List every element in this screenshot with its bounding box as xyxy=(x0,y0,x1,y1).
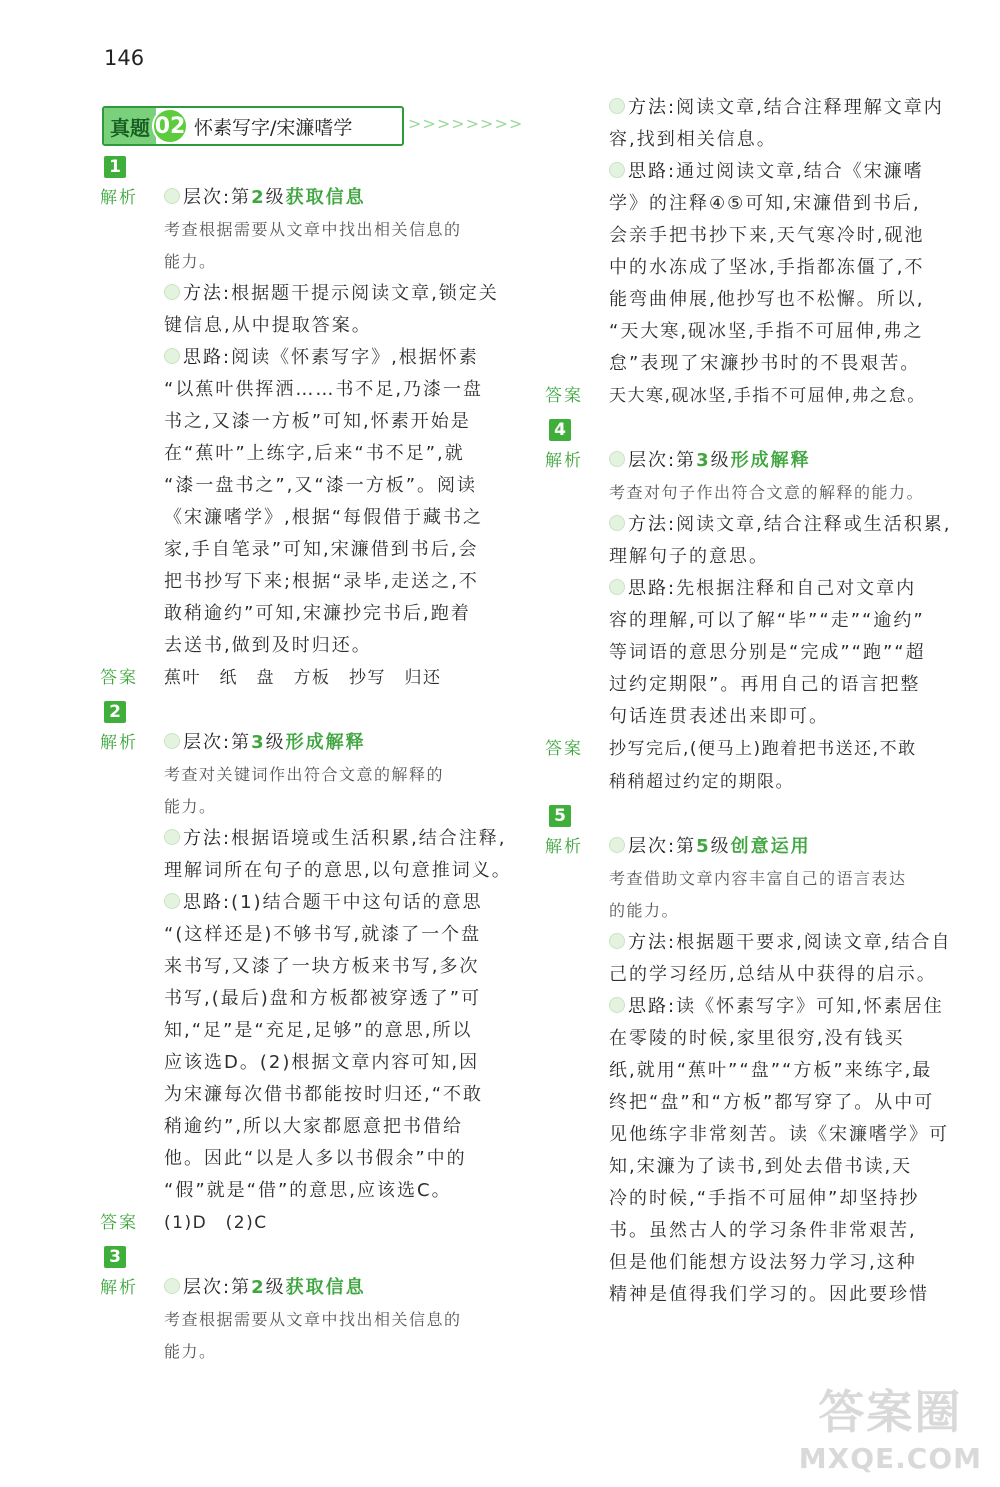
q2-idea-6: 应该选D。(2)根据文章内容可知,因 xyxy=(164,1052,480,1073)
answer-label: 答案 xyxy=(545,739,583,759)
bullet-icon xyxy=(164,893,180,909)
q1-idea-8: 把书抄写下来;根据“录毕,走送之,不 xyxy=(164,571,479,592)
q2-idea-9: 他。因此“以是人多以书假余”中的 xyxy=(164,1148,467,1169)
q3-idea-1: 思路:通过阅读文章,结合《宋濂嗜 xyxy=(609,156,965,188)
q4-answer-text-2: 稍稍超过约定的期限。 xyxy=(609,772,794,792)
q1-idea-9: 敢稍逾约”可知,宋濂抄完书后,跑着 xyxy=(164,603,471,624)
q2-level-line: 层次:第3级形成解释 xyxy=(164,727,520,759)
q2-idea-8: 稍逾约”,所以大家都愿意把书借给 xyxy=(164,1116,464,1137)
q1-answer xyxy=(100,662,520,695)
q4-level-line: 层次:第3级形成解释 xyxy=(609,445,965,477)
q2-answer-text: (1)D (2)C xyxy=(164,1213,268,1233)
header-tag: 真题 xyxy=(104,108,156,144)
q1-desc-2: 能力。 xyxy=(164,252,217,271)
q1-idea-3: 书之,又漆一方板”可知,怀素开始是 xyxy=(164,411,471,432)
q3-idea-4: 中的水冻成了坚冰,手指都冻僵了,不 xyxy=(609,257,925,278)
bullet-icon xyxy=(164,188,180,204)
analysis-label: 解析 xyxy=(100,733,138,753)
q5-desc-2: 的能力。 xyxy=(609,901,680,920)
q1-method-2: 键信息,从中提取答案。 xyxy=(164,315,372,336)
q5-level-line: 层次:第5级创意运用 xyxy=(609,831,965,863)
q2-idea-10: “假”就是“借”的意思,应该选C。 xyxy=(164,1180,452,1201)
q2-desc-2: 能力。 xyxy=(164,797,217,816)
q5-idea-9: 但是他们能想方设法努力学习,这种 xyxy=(609,1252,917,1273)
q3-method-1: 方法:阅读文章,结合注释理解文章内 xyxy=(609,92,965,124)
q3-answer-text: 天大寒,砚冰坚,手指不可屈伸,弗之怠。 xyxy=(609,386,926,406)
bullet-icon xyxy=(609,933,625,949)
q4-idea-4: 过约定期限”。再用自己的语言把整 xyxy=(609,674,921,695)
q1-idea-4: 在“蕉叶”上练字,后来“书不足”,就 xyxy=(164,443,465,464)
q4-desc-1: 考查对句子作出符合文意的解释的能力。 xyxy=(609,483,925,502)
q2-idea-5: 知,“足”是“充足,足够”的意思,所以 xyxy=(164,1020,473,1041)
q3-idea-5: 能弯曲伸展,他抄写也不松懈。所以, xyxy=(609,289,925,310)
q3-idea-7: 怠”表现了宋濂抄书时的不畏艰苦。 xyxy=(609,353,921,374)
q4-analysis xyxy=(545,445,965,733)
question-number-1: 1 xyxy=(104,156,126,178)
analysis-label: 解析 xyxy=(100,188,138,208)
header-title: 怀素写字/宋濂嗜学 xyxy=(194,116,353,139)
q2-idea-4: 书写,(最后)盘和方板都被穿透了”可 xyxy=(164,988,482,1009)
q1-desc-1: 考查根据需要从文章中找出相关信息的 xyxy=(164,220,462,239)
q4-idea-1: 思路:先根据注释和自己对文章内 xyxy=(609,573,965,605)
question-number-5: 5 xyxy=(549,805,571,827)
q3-desc-1: 考查根据需要从文章中找出相关信息的 xyxy=(164,1310,462,1329)
bullet-icon xyxy=(164,348,180,364)
q2-idea-1: 思路:(1)结合题干中这句话的意思 xyxy=(164,887,520,919)
q1-idea-10: 去送书,做到及时归还。 xyxy=(164,635,372,656)
bullet-icon xyxy=(609,837,625,853)
q2-answer xyxy=(100,1207,520,1240)
bullet-icon xyxy=(609,579,625,595)
q1-idea-7: 家,手自笔录”可知,宋濂借到书后,会 xyxy=(164,539,479,560)
q2-analysis xyxy=(100,727,520,1207)
bullet-icon xyxy=(609,997,625,1013)
q2-method-1: 方法:根据语境或生活积累,结合注释, xyxy=(164,823,520,855)
q3-idea-2: 学》的注释④⑤可知,宋濂借到书后, xyxy=(609,193,921,214)
answer-label: 答案 xyxy=(100,1213,138,1233)
q1-idea-6: 《宋濂嗜学》,根据“每假借于藏书之 xyxy=(164,507,484,528)
q3-analysis-cont xyxy=(545,92,965,380)
q5-idea-7: 冷的时候,“手指不可屈伸”却坚持抄 xyxy=(609,1188,920,1209)
bullet-icon xyxy=(164,1278,180,1294)
q3-idea-6: “天大寒,砚冰坚,手指不可屈伸,弗之 xyxy=(609,321,924,342)
q5-idea-5: 见他练字非常刻苦。读《宋濂嗜学》可 xyxy=(609,1124,949,1145)
right-column xyxy=(545,92,965,1311)
header-number-badge: 02 xyxy=(152,108,188,144)
answer-label: 答案 xyxy=(545,386,583,406)
q1-answer-text: 蕉叶 纸 盘 方板 抄写 归还 xyxy=(164,668,442,688)
q5-idea-8: 书。虽然古人的学习条件非常艰苦, xyxy=(609,1220,917,1241)
q3-desc-2: 能力。 xyxy=(164,1342,217,1361)
q5-idea-4: 终把“盘”和“方板”都写穿了。从中可 xyxy=(609,1092,935,1113)
header-arrows-decoration: >>>>>>>> xyxy=(408,114,524,133)
q3-idea-3: 会亲手把书抄下来,天气寒冷时,砚池 xyxy=(609,225,925,246)
q4-idea-3: 等词语的意思分别是“完成”“跑”“超 xyxy=(609,642,926,663)
answer-label: 答案 xyxy=(100,668,138,688)
section-header xyxy=(102,106,404,146)
q5-idea-3: 纸,就用“蕉叶”“盘”“方板”来练字,最 xyxy=(609,1060,933,1081)
watermark-url: MXQE.COM xyxy=(798,1442,982,1475)
q4-idea-5: 句话连贯表述出来即可。 xyxy=(609,706,829,727)
analysis-label: 解析 xyxy=(545,837,583,857)
q1-idea-2: “以蕉叶供挥洒……书不足,乃漆一盘 xyxy=(164,379,484,400)
q2-desc-1: 考查对关键词作出符合文意的解释的 xyxy=(164,765,445,784)
q5-desc-1: 考查借助文章内容丰富自己的语言表达 xyxy=(609,869,907,888)
question-number-4: 4 xyxy=(549,419,571,441)
watermark xyxy=(799,1376,982,1475)
analysis-label: 解析 xyxy=(100,1278,138,1298)
q3-analysis xyxy=(100,1272,520,1368)
q1-method-1: 方法:根据题干提示阅读文章,锁定关 xyxy=(164,278,520,310)
q4-idea-2: 容的理解,可以了解“毕”“走”“逾约” xyxy=(609,610,925,631)
question-number-3: 3 xyxy=(104,1246,126,1268)
watermark-logo-text: 答案圈 xyxy=(818,1385,963,1439)
q2-idea-2: “(这样还是)不够书写,就漆了一个盘 xyxy=(164,924,482,945)
page-number: 146 xyxy=(104,46,145,70)
bullet-icon xyxy=(609,515,625,531)
bullet-icon xyxy=(609,451,625,467)
q3-method-2: 容,找到相关信息。 xyxy=(609,129,777,150)
q3-level-line: 层次:第2级获取信息 xyxy=(164,1272,520,1304)
q4-method-2: 理解句子的意思。 xyxy=(609,546,769,567)
bullet-icon xyxy=(164,733,180,749)
q2-idea-7: 为宋濂每次借书都能按时归还,“不敢 xyxy=(164,1084,484,1105)
q5-analysis xyxy=(545,831,965,1311)
q4-answer xyxy=(545,733,965,799)
q1-idea-1: 思路:阅读《怀素写字》,根据怀素 xyxy=(164,342,520,374)
bullet-icon xyxy=(164,284,180,300)
q4-method-1: 方法:阅读文章,结合注释或生活积累, xyxy=(609,509,965,541)
q3-answer xyxy=(545,380,965,413)
q1-idea-5: “漆一盘书之”,又“漆一方板”。阅读 xyxy=(164,475,478,496)
q5-idea-10: 精神是值得我们学习的。因此要珍惜 xyxy=(609,1284,929,1305)
bullet-icon xyxy=(609,98,625,114)
q5-method-2: 己的学习经历,总结从中获得的启示。 xyxy=(609,964,937,985)
q5-idea-6: 知,宋濂为了读书,到处去借书读,天 xyxy=(609,1156,913,1177)
bullet-icon xyxy=(609,162,625,178)
q5-method-1: 方法:根据题干要求,阅读文章,结合自 xyxy=(609,927,965,959)
q1-analysis xyxy=(100,182,520,662)
q2-idea-3: 来书写,又漆了一块方板来书写,多次 xyxy=(164,956,480,977)
left-column xyxy=(100,150,520,1368)
analysis-label: 解析 xyxy=(545,451,583,471)
q4-answer-text-1: 抄写完后,(便马上)跑着把书送还,不敢 xyxy=(609,739,917,759)
q1-level-line: 层次:第2级获取信息 xyxy=(164,182,520,214)
question-number-2: 2 xyxy=(104,701,126,723)
q5-idea-1: 思路:读《怀素写字》可知,怀素居住 xyxy=(609,991,965,1023)
q5-idea-2: 在零陵的时候,家里很穷,没有钱买 xyxy=(609,1028,905,1049)
q2-method-2: 理解词所在句子的意思,以句意推词义。 xyxy=(164,860,512,881)
bullet-icon xyxy=(164,829,180,845)
